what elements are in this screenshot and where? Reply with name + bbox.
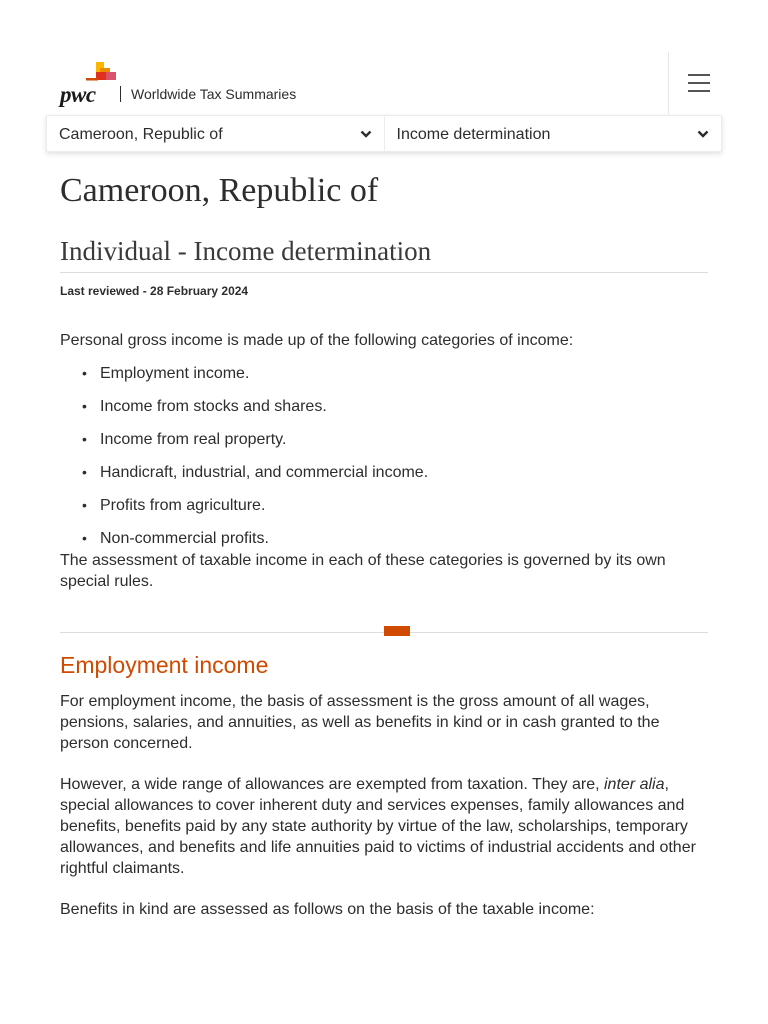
employment-paragraph-2-end: , special allowances to cover inherent duty and services expenses, family allowances and benefits, benefits paid by any state authority by virtue of the law, scholarships, temporary allowances, and benefits and life annuities paid to victims of industrial accidents and other rightful claimants. — [60, 776, 696, 877]
employment-income-section — [60, 691, 708, 940]
section-divider-accent — [384, 626, 410, 636]
employment-paragraph-2-start: However, a wide range of allowances are exempted from taxation. They are, — [60, 776, 604, 793]
list-item: • Income from stocks and shares. — [82, 396, 708, 429]
last-reviewed-date: Last reviewed - 28 February 2024 — [60, 284, 249, 298]
list-item: • Employment income. — [82, 363, 708, 396]
intro-text: Personal gross income is made up of the following categories of income: — [60, 332, 574, 349]
chevron-down-icon — [697, 129, 709, 139]
country-select[interactable] — [47, 116, 384, 151]
income-categories-list — [60, 363, 708, 561]
assessment-note: The assessment of taxable income in each of these categories is governed by its own special rules. — [60, 552, 666, 590]
employment-income-heading: Employment income — [60, 652, 269, 678]
employment-paragraph-2 — [60, 774, 708, 879]
list-item: • Income from real property. — [82, 429, 708, 462]
hamburger-menu-icon[interactable] — [686, 72, 712, 94]
title-divider — [60, 272, 708, 273]
pwc-logo[interactable] — [60, 60, 120, 106]
logo-separator — [120, 86, 121, 102]
navigation-selectors — [46, 115, 722, 152]
inter-alia-text: inter alia — [604, 776, 665, 793]
topic-select-value: Income determination — [396, 126, 551, 143]
logo-wordmark: pwc — [60, 82, 96, 107]
topic-select[interactable] — [384, 116, 722, 151]
menu-divider — [668, 52, 669, 114]
list-item: • Non-commercial profits. — [82, 528, 708, 561]
employment-paragraph-1: For employment income, the basis of assessment is the gross amount of all wages, pensions, salaries, and annuities, as well as benefits in kind or in cash granted to the person concerned. — [60, 693, 660, 752]
intro-section — [60, 330, 708, 592]
employment-paragraph-3: Benefits in kind are assessed as follows on the basis of the taxable income: — [60, 901, 595, 918]
list-item: • Profits from agriculture. — [82, 495, 708, 528]
site-header — [0, 0, 768, 114]
chevron-down-icon — [360, 129, 372, 139]
pwc-logo-mark — [60, 60, 120, 82]
list-item: • Handicraft, industrial, and commercial income. — [82, 462, 708, 495]
site-title[interactable]: Worldwide Tax Summaries — [131, 86, 297, 102]
section-title: Individual - Income determination — [60, 236, 432, 266]
country-title: Cameroon, Republic of — [60, 172, 379, 209]
country-select-value: Cameroon, Republic of — [59, 126, 223, 143]
